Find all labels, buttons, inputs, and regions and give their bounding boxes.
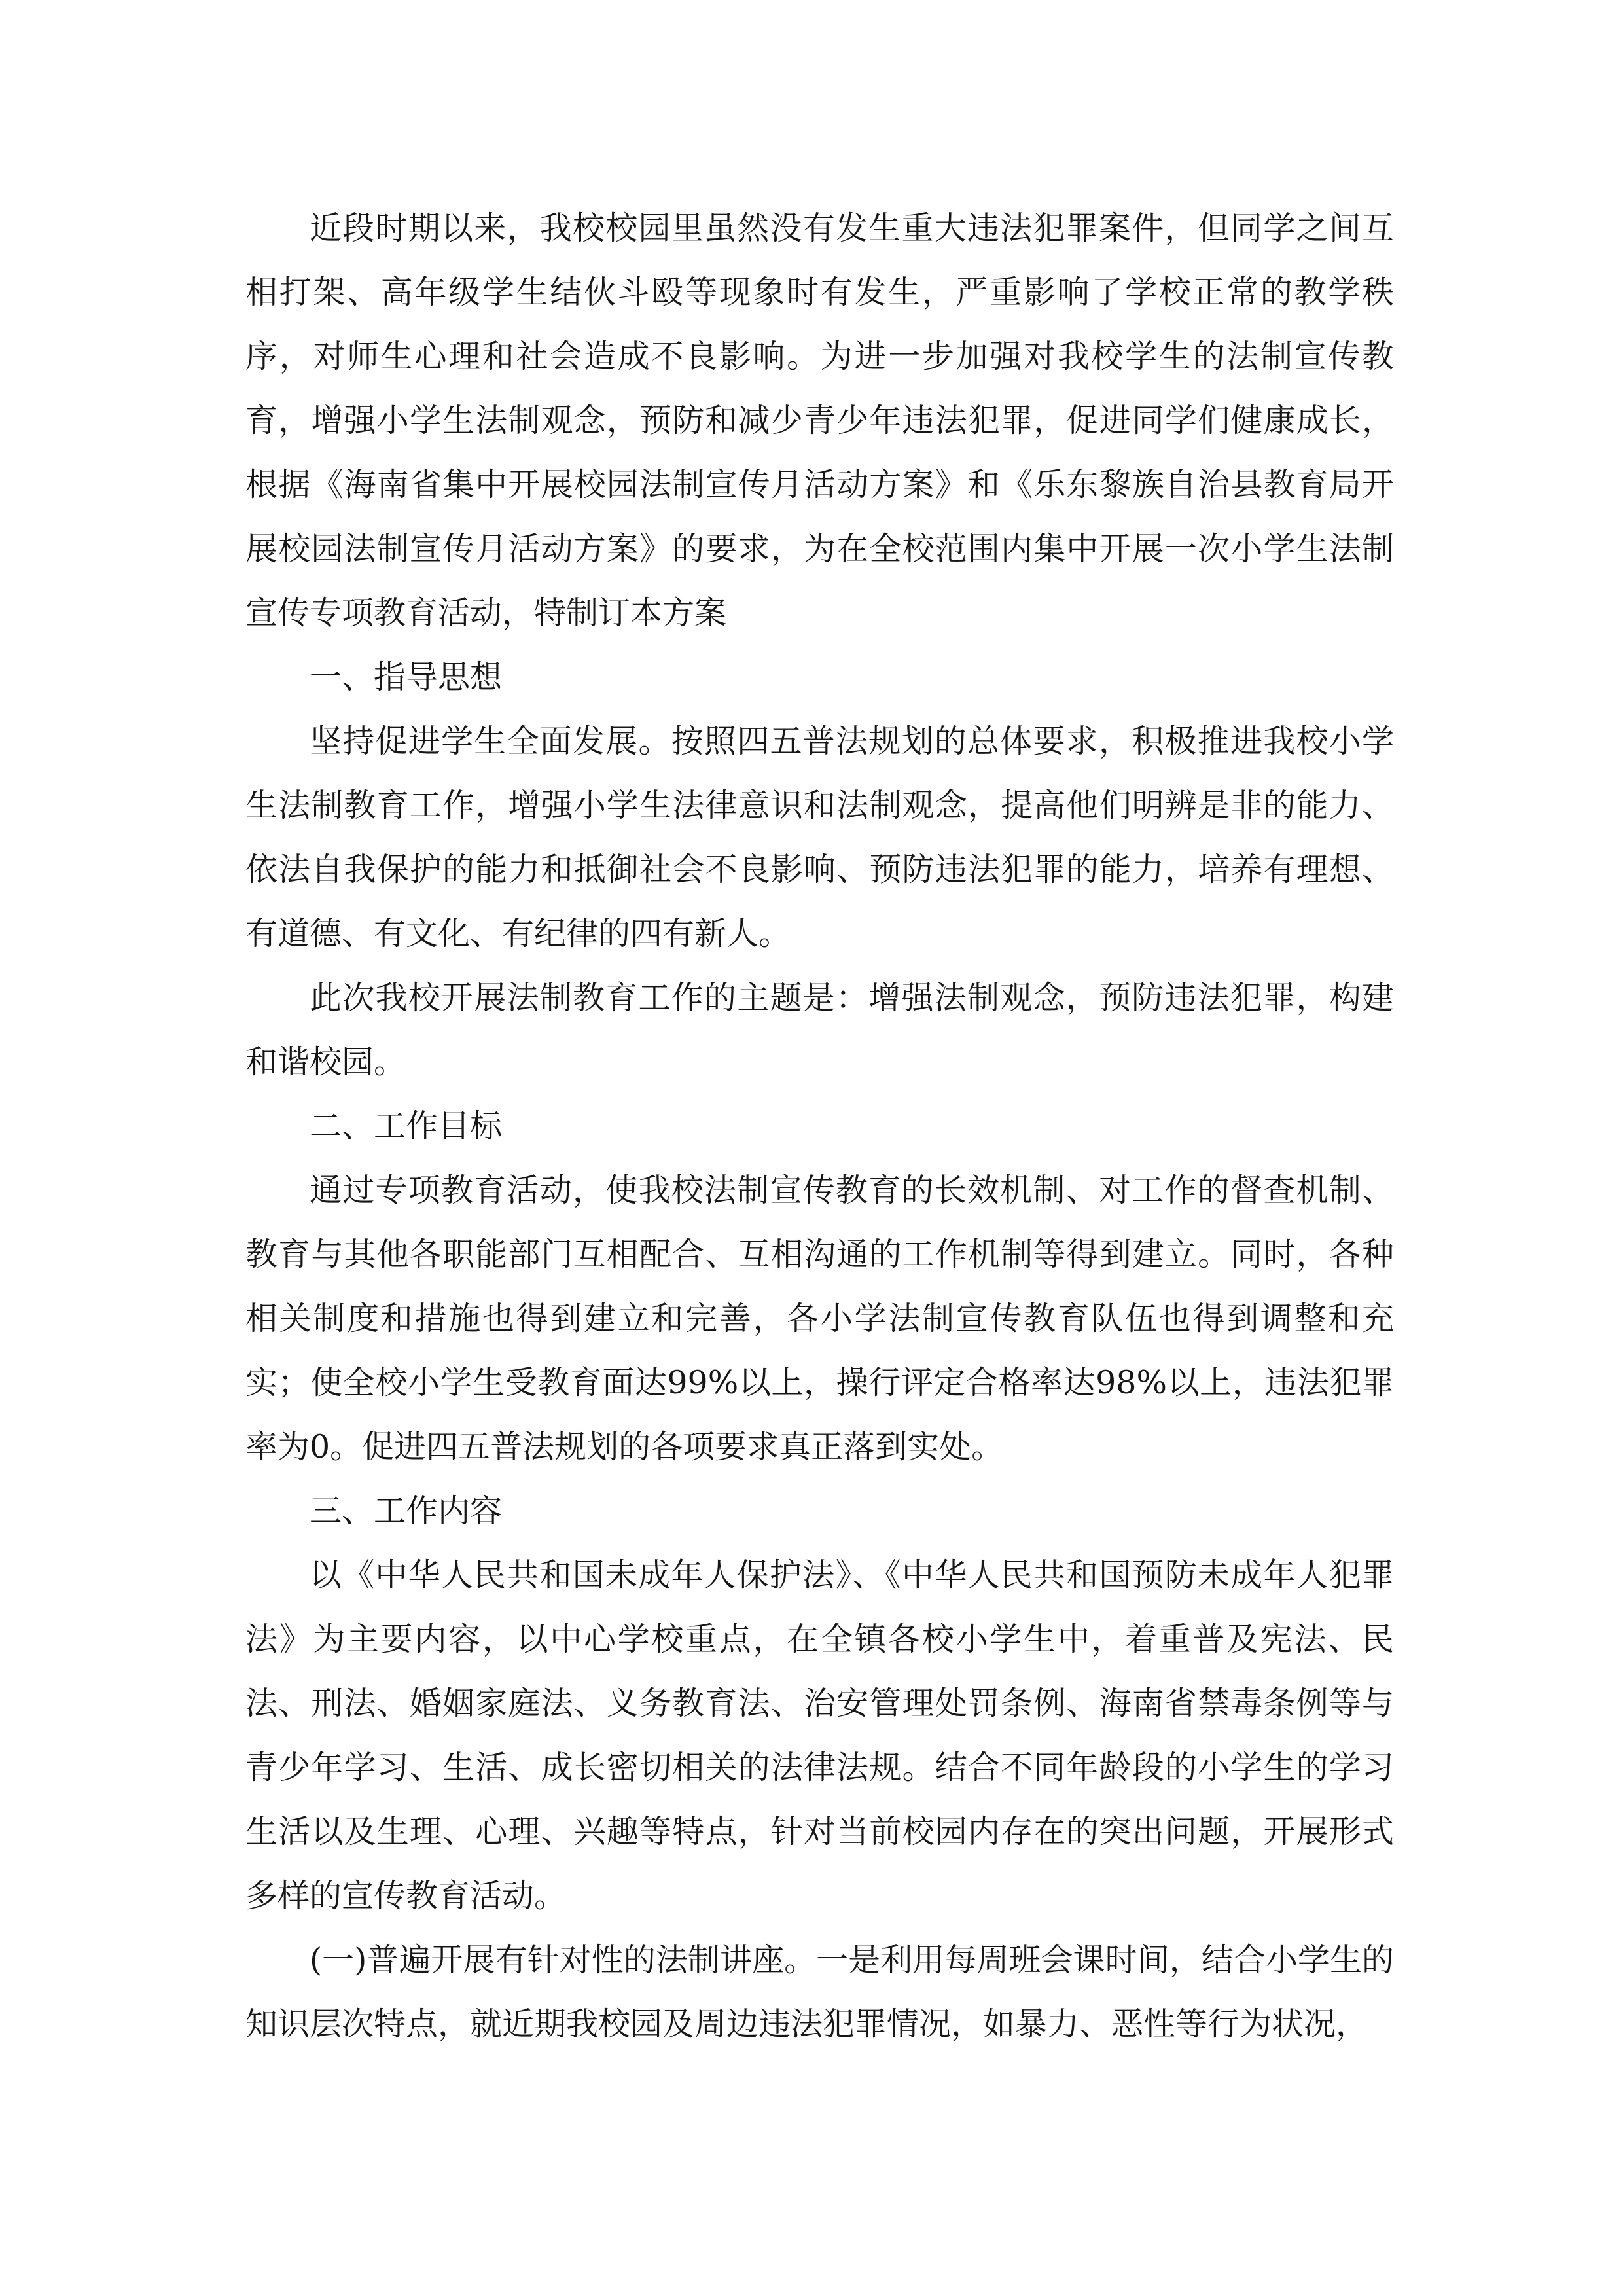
work-goals-paragraph: 通过专项教育活动，使我校法制宣传教育的长效机制、对工作的督查机制、教育与其他各职能部门互相配合、互相沟通的工作机制等得到建立。同时，各种相关制度和措施也得到建立和完善，各小学法制宣传教育队伍也得到调整和充实；使全校小学生受教育面达99%以上，操行评定合格率达98%以上，违法犯罪率为0。促进四五普法规划的各项要求真正落到实处。: [245, 1172, 1394, 1465]
work-content-paragraph: 以《中华人民共和国未成年人保护法》、《中华人民共和国预防未成年人犯罪法》为主要内容，以中心学校重点，在全镇各校小学生中，着重普及宪法、民法、刑法、婚姻家庭法、义务教育法、治安管理处罚条例、海南省禁毒条例等与青少年学习、生活、成长密切相关的法律法规。结合不同年龄段的小学生的学习生活以及生理、心理、兴趣等特点，针对当前校园内存在的突出问题，开展形式多样的宣传教育活动。: [245, 1556, 1394, 1914]
section-heading-work-goals: 二、工作目标: [310, 1107, 503, 1145]
guiding-ideology-paragraph: 坚持促进学生全面发展。按照四五普法规划的总体要求，积极推进我校小学生法制教育工作，增强小学生法律意识和法制观念，提高他们明辨是非的能力、依法自我保护的能力和抵御社会不良影响、预防违法犯罪的能力，培养有理想、有道德、有文化、有纪律的四有新人。: [245, 723, 1394, 952]
theme-paragraph: 此次我校开展法制教育工作的主题是：增强法制观念，预防违法犯罪，构建和谐校园。: [245, 979, 1394, 1081]
section-heading-work-content: 三、工作内容: [310, 1492, 503, 1530]
section-heading-guiding-ideology: 一、指导思想: [310, 658, 503, 696]
document-body: [245, 196, 1394, 2056]
intro-paragraph: 近段时期以来，我校校园里虽然没有发生重大违法犯罪案件，但同学之间互相打架、高年级学生结伙斗殴等现象时有发生，严重影响了学校正常的教学秩序，对师生心理和社会造成不良影响。为进一步加强对我校学生的法制宣传教育，增强小学生法制观念，预防和减少青少年违法犯罪，促进同学们健康成长，根据《海南省集中开展校园法制宣传月活动方案》和《乐东黎族自治县教育局开展校园法制宣传月活动方案》的要求，为在全校范围内集中开展一次小学生法制宣传专项教育活动，特制订本方案: [245, 209, 1394, 632]
lecture-paragraph: (一)普遍开展有针对性的法制讲座。一是利用每周班会课时间，结合小学生的知识层次特点，就近期我校园及周边违法犯罪情况，如暴力、恶性等行为状况，: [245, 1941, 1394, 2043]
